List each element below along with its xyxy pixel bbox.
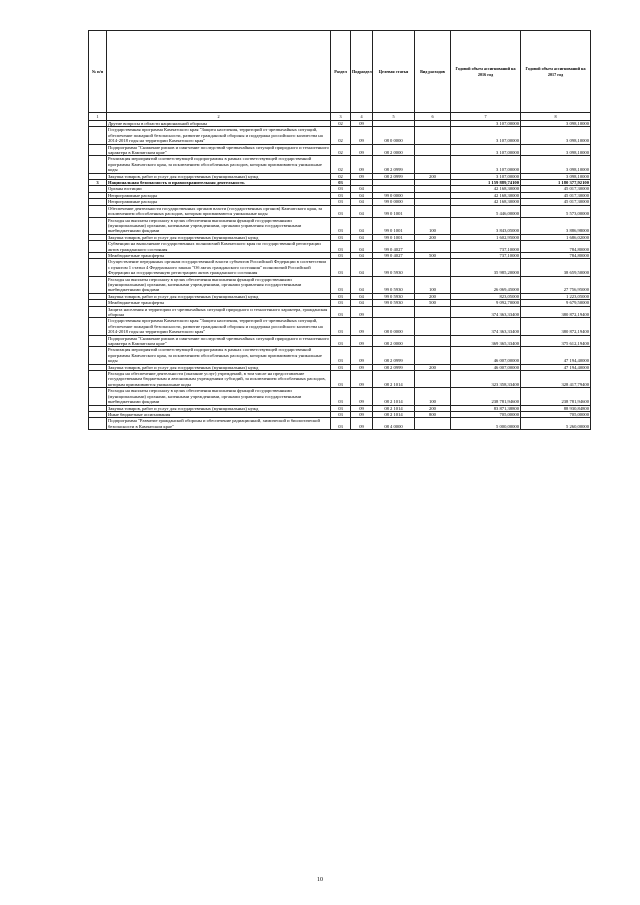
table-row <box>89 127 591 144</box>
row-section: 03 <box>331 259 351 276</box>
row-name: Межбюджетные трансферты <box>107 300 331 306</box>
col-number: 4 <box>351 113 373 121</box>
row-section: 03 <box>331 199 351 205</box>
row-amount-2017: 784,80000 <box>521 252 591 258</box>
row-subsection: 09 <box>351 347 373 364</box>
table-row <box>89 411 591 417</box>
table-row <box>89 306 591 318</box>
col-number: 1 <box>89 113 107 121</box>
row-subsection: 09 <box>351 121 373 127</box>
row-amount-2016: 823,05000 <box>451 293 521 299</box>
row-article: 08 2 1014 <box>373 405 415 411</box>
row-expense-type: 800 <box>415 411 451 417</box>
row-amount-2017: 3 886,98000 <box>521 217 591 234</box>
row-section: 03 <box>331 347 351 364</box>
row-article: 99 0 5930 <box>373 300 415 306</box>
row-name: Иные бюджетные ассигнования <box>107 411 331 417</box>
header-name <box>107 31 331 113</box>
row-article: 08 2 1014 <box>373 411 415 417</box>
row-article: 99 0 5930 <box>373 293 415 299</box>
row-expense-type: 500 <box>415 252 451 258</box>
table-row <box>89 173 591 179</box>
col-number: 6 <box>415 113 451 121</box>
row-amount-2016: 1 602,95000 <box>451 234 521 240</box>
row-name: Непрограммные расходы <box>107 199 331 205</box>
col-number: 7 <box>451 113 521 121</box>
row-article: 99 0 1001 <box>373 217 415 234</box>
row-section: 03 <box>331 241 351 253</box>
row-amount-2016: 5 446,00000 <box>451 205 521 217</box>
header-article: Целевая статья <box>373 31 415 113</box>
row-article: 08 2 0000 <box>373 335 415 347</box>
table-row <box>89 418 591 430</box>
row-article: 08 2 0999 <box>373 347 415 364</box>
row-amount-2016: 323 358,33400 <box>451 371 521 388</box>
table-row <box>89 252 591 258</box>
row-name: Реализация мероприятий соответствующей подпрограммы в рамках соответствующей государственной программы Камчатского края, за исключением обособленных расходов, которым присваиваются уникальные коды <box>107 156 331 173</box>
row-name: Непрограммные расходы <box>107 192 331 198</box>
table-row <box>89 241 591 253</box>
table-row <box>89 371 591 388</box>
row-amount-2016: 737,10000 <box>451 241 521 253</box>
col-number: 5 <box>373 113 415 121</box>
row-section: 02 <box>331 144 351 156</box>
row-section: 03 <box>331 306 351 318</box>
row-amount-2016: 35 985,20000 <box>451 259 521 276</box>
row-amount-2016: 42 168,30000 <box>451 199 521 205</box>
row-section: 03 <box>331 192 351 198</box>
row-name: Другие вопросы в области национальной обороны <box>107 121 331 127</box>
row-name: Межбюджетные трансферты <box>107 252 331 258</box>
row-expense-type <box>415 156 451 173</box>
row-article: 08 2 0999 <box>373 173 415 179</box>
row-article <box>373 306 415 318</box>
row-amount-2017: 1 223,05000 <box>521 293 591 299</box>
table-row <box>89 121 591 127</box>
row-amount-2016: 42 168,30000 <box>451 192 521 198</box>
row-amount-2016: 5 000,00000 <box>451 418 521 430</box>
budget-table <box>88 30 591 430</box>
row-subsection: 09 <box>351 364 373 370</box>
table-row <box>89 364 591 370</box>
page-number: 10 <box>317 877 323 883</box>
row-expense-type <box>415 259 451 276</box>
row-name: Органы юстиции <box>107 186 331 192</box>
row-amount-2017: 375 612,19400 <box>521 335 591 347</box>
row-name: Осуществление переданных органам государственной власти субъектов Российской Федерации в соответствии с пунктом 1 статьи 4 Федерального закона "Об актах гражданского состояния" полномочий Российской Федерации на государственную регистрацию актов гражданского состояния <box>107 259 331 276</box>
row-article: 08 2 0999 <box>373 364 415 370</box>
row-amount-2016: 705,00000 <box>451 411 521 417</box>
row-amount-2016: 3 107,00000 <box>451 173 521 179</box>
row-number <box>89 276 107 293</box>
header-2016: Годовой объем ассигнований на 2016 год <box>451 31 521 113</box>
table-row <box>89 318 591 335</box>
table-row <box>89 347 591 364</box>
row-number <box>89 318 107 335</box>
row-name: Обеспечение деятельности государственных органов власти (государственных органов) Камчатского края, за исключением обособленных расходов, которым присваиваются уникальные коды <box>107 205 331 217</box>
row-subsection: 04 <box>351 300 373 306</box>
row-section: 02 <box>331 127 351 144</box>
row-name: Закупка товаров, работ и услуг для государственных (муниципальных) нужд <box>107 405 331 411</box>
row-section: 03 <box>331 217 351 234</box>
row-section: 02 <box>331 156 351 173</box>
row-expense-type <box>415 347 451 364</box>
row-name: Подпрограмма "Снижение рисков и смягчение последствий чрезвычайных ситуаций природного и техногенного характера в Камчатском крае" <box>108 144 329 156</box>
row-subsection: 04 <box>351 199 373 205</box>
table-row <box>89 300 591 306</box>
row-amount-2017: 380 872,19400 <box>521 318 591 335</box>
row-subsection: 09 <box>351 388 373 405</box>
row-amount-2017: 380 872,19400 <box>521 306 591 318</box>
row-expense-type: 100 <box>415 217 451 234</box>
row-subsection: 04 <box>351 234 373 240</box>
header-section: Раздел <box>331 31 351 113</box>
row-article: 08 0 0000 <box>373 318 415 335</box>
row-subsection: 09 <box>351 127 373 144</box>
row-subsection: 04 <box>351 241 373 253</box>
row-name: Закупка товаров, работ и услуг для государственных (муниципальных) нужд <box>107 364 331 370</box>
row-subsection: 09 <box>351 156 373 173</box>
row-amount-2016: 46 007,00000 <box>451 347 521 364</box>
row-amount-2017: 27 756,95000 <box>521 276 591 293</box>
table-row <box>89 388 591 405</box>
row-number <box>89 371 107 388</box>
row-section: 03 <box>331 388 351 405</box>
row-section: 03 <box>331 205 351 217</box>
row-number <box>89 347 107 364</box>
row-subsection: 09 <box>351 405 373 411</box>
table-row <box>89 144 591 156</box>
table-row <box>89 180 591 186</box>
row-amount-2017: 9 679,50000 <box>521 300 591 306</box>
row-article: 99 0 5930 <box>373 276 415 293</box>
row-name: Закупка товаров, работ и услуг для государственных (муниципальных) нужд <box>107 234 331 240</box>
row-expense-type <box>415 335 451 347</box>
row-article: 99 0 1001 <box>373 205 415 217</box>
row-name: Расходы на выплаты персоналу в целях обеспечения выполнения функций государственными (муниципальными) органами, казенными учреждениями, органами управления государственными внебюджетными фондами <box>107 388 331 405</box>
row-amount-2017: 5 260,00000 <box>521 418 591 430</box>
row-subsection: 09 <box>351 411 373 417</box>
row-article: 99 0 0000 <box>373 199 415 205</box>
row-subsection: 09 <box>351 371 373 388</box>
row-number <box>89 241 107 253</box>
row-article: 08 2 1014 <box>373 371 415 388</box>
row-number <box>89 259 107 276</box>
row-number <box>89 335 107 347</box>
row-amount-2017: 1 180 377,92100 <box>521 180 591 186</box>
row-amount-2017: 47 194,40000 <box>521 347 591 364</box>
row-subsection: 04 <box>351 192 373 198</box>
row-number <box>89 217 107 234</box>
row-subsection: 04 <box>351 293 373 299</box>
row-subsection: 04 <box>351 252 373 258</box>
row-name: Подпрограмма "Развитие гражданской обороны и обеспечение радиационной, химической и биологической безопасности в Камчатском крае" <box>107 418 331 430</box>
row-section: 03 <box>331 411 351 417</box>
row-amount-2017: 3 098,10000 <box>521 121 591 127</box>
table-row <box>89 335 591 347</box>
row-subsection: 04 <box>351 186 373 192</box>
row-name: Государственная программа Камчатского края "Защита населения, территорий от чрезвычайных ситуаций, обеспечение пожарной безопасности, развитие гражданской обороны и поддержка российского казачества на 2014-2018 годы на территории Камчатского края" <box>107 127 331 144</box>
row-section: 03 <box>331 371 351 388</box>
row-section: 03 <box>331 186 351 192</box>
row-amount-2016: 369 365,33400 <box>451 335 521 347</box>
row-section: 03 <box>331 293 351 299</box>
row-name: Закупка товаров, работ и услуг для государственных (муниципальных) нужд <box>107 173 331 179</box>
row-amount-2017: 784,80000 <box>521 241 591 253</box>
row-number <box>89 418 107 430</box>
row-number <box>89 127 107 144</box>
row-article: 08 0 0000 <box>373 127 415 144</box>
table-header-row <box>89 31 591 113</box>
header-2017: Годовой объем ассигнований на 2017 год <box>521 31 591 113</box>
row-amount-2016: 46 007,00000 <box>451 364 521 370</box>
row-expense-type <box>415 371 451 388</box>
row-section: 03 <box>331 180 351 186</box>
row-amount-2016: 3 843,05000 <box>451 217 521 234</box>
row-amount-2016: 3 107,00000 <box>451 156 521 173</box>
row-subsection: 09 <box>351 306 373 318</box>
row-section: 03 <box>331 300 351 306</box>
table-row <box>89 259 591 276</box>
row-amount-2016: 3 107,00000 <box>451 121 521 127</box>
row-name: Субвенции на выполнение государственных полномочий Камчатского края по государственной регистрации актов гражданского состояния <box>107 241 331 253</box>
row-section: 03 <box>331 335 351 347</box>
row-number <box>89 306 107 318</box>
row-subsection: 04 <box>351 205 373 217</box>
row-subsection: 09 <box>351 173 373 179</box>
row-amount-2017: 45 017,30000 <box>521 186 591 192</box>
row-amount-2016: 3 107,00000 <box>451 144 521 156</box>
row-section: 03 <box>331 276 351 293</box>
row-expense-type: 200 <box>415 293 451 299</box>
row-article: 99 0 1001 <box>373 234 415 240</box>
row-number: 3 <box>89 180 107 186</box>
table-row <box>89 217 591 234</box>
row-amount-2016: 9 092,70000 <box>451 300 521 306</box>
table-row <box>89 205 591 217</box>
row-expense-type: 100 <box>415 388 451 405</box>
row-name: Защита населения и территории от чрезвычайных ситуаций природного и техногенного характера, гражданская оборона <box>107 306 331 318</box>
column-number-row <box>89 113 591 121</box>
table-row <box>89 234 591 240</box>
row-amount-2017: 1 686,02000 <box>521 234 591 240</box>
row-subsection: 04 <box>351 217 373 234</box>
row-name: Закупка товаров, работ и услуг для государственных (муниципальных) нужд <box>107 293 331 299</box>
row-amount-2017: 3 098,10000 <box>521 173 591 179</box>
row-expense-type <box>415 418 451 430</box>
row-name: Расходы на выплаты персоналу в целях обеспечения выполнения функций государственными (муниципальными) органами, казенными учреждениями, органами управления государственными внебюджетными фондами <box>107 217 331 234</box>
row-name: Расходы на обеспечение деятельности (оказание услуг) учреждений, в том числе на предоставление государственным бюджетным и автономным учреждениям субсидий, за исключением обособленных расходов, которым присваиваются уникальные коды <box>107 371 331 388</box>
row-name: Реализация мероприятий соответствующей подпрограммы в рамках соответствующей государственной программы Камчатского края, за исключением обособленных расходов, которым присваиваются уникальные коды <box>107 347 331 364</box>
row-subsection: 09 <box>351 418 373 430</box>
row-section: 03 <box>331 418 351 430</box>
row-section: 03 <box>331 318 351 335</box>
row-number <box>89 156 107 173</box>
row-article: 99 0 4027 <box>373 241 415 253</box>
row-amount-2016: 26 069,45000 <box>451 276 521 293</box>
row-subsection: 09 <box>351 144 373 156</box>
row-amount-2017: 38 659,50000 <box>521 259 591 276</box>
col-number: 8 <box>521 113 591 121</box>
row-expense-type: 200 <box>415 364 451 370</box>
row-number <box>89 388 107 405</box>
row-section: 03 <box>331 234 351 240</box>
row-number <box>89 205 107 217</box>
row-expense-type: 500 <box>415 300 451 306</box>
row-expense-type <box>415 241 451 253</box>
row-amount-2016: 3 107,00000 <box>451 127 521 144</box>
row-article: 08 2 0000 <box>373 144 415 156</box>
row-section: 02 <box>331 173 351 179</box>
row-amount-2017: 3 098,10000 <box>521 144 591 156</box>
row-number <box>89 144 107 156</box>
row-expense-type: 100 <box>415 276 451 293</box>
row-expense-type <box>415 127 451 144</box>
table-row <box>89 276 591 293</box>
row-article: 08 4 0000 <box>373 418 415 430</box>
table-body <box>89 121 591 430</box>
row-amount-2017: 5 573,00000 <box>521 205 591 217</box>
row-amount-2017: 328 417,79400 <box>521 371 591 388</box>
row-amount-2017: 47 194,40000 <box>521 364 591 370</box>
row-name: Расходы на выплаты персоналу в целях обеспечения выполнения функций государственными (муниципальными) органами, казенными учреждениями, органами управления государственными внебюджетными фондами <box>107 276 331 293</box>
row-section: 03 <box>331 252 351 258</box>
row-amount-2017: 705,00000 <box>521 411 591 417</box>
row-amount-2016: 1 159 889,74100 <box>451 180 521 186</box>
row-expense-type <box>415 144 451 156</box>
row-expense-type: 200 <box>415 405 451 411</box>
row-name: Подпрограмма "Снижение рисков и смягчение последствий чрезвычайных ситуаций природного и техногенного характера в Камчатском крае" <box>108 335 329 347</box>
row-name: Государственная программа Камчатского края "Защита населения, территорий от чрезвычайных ситуаций, обеспечение пожарной безопасности, развитие гражданской обороны и поддержка российского казачества на 2014-2018 годы на территории Камчатского края" <box>107 318 331 335</box>
row-expense-type: 200 <box>415 234 451 240</box>
row-subsection: 09 <box>351 318 373 335</box>
col-number: 3 <box>331 113 351 121</box>
row-article: 08 2 0999 <box>373 156 415 173</box>
row-name: Национальная безопасность и правоохранительная деятельность <box>107 180 331 186</box>
row-amount-2016: 374 363,33400 <box>451 318 521 335</box>
row-subsection: 09 <box>351 335 373 347</box>
col-number: 2 <box>107 113 331 121</box>
row-amount-2016: 238 781,94600 <box>451 388 521 405</box>
row-section: 03 <box>331 405 351 411</box>
table-row <box>89 156 591 173</box>
row-amount-2017: 45 017,30000 <box>521 199 591 205</box>
row-expense-type <box>415 318 451 335</box>
row-amount-2016: 42 168,30000 <box>451 186 521 192</box>
header-expense-type: Вид расходов <box>415 31 451 113</box>
row-subsection: 04 <box>351 276 373 293</box>
row-amount-2016: 83 871,38800 <box>451 405 521 411</box>
header-no: № п/п <box>89 31 107 113</box>
row-amount-2017: 238 781,94600 <box>521 388 591 405</box>
row-amount-2016: 374 363,33400 <box>451 306 521 318</box>
row-subsection: 04 <box>351 259 373 276</box>
row-amount-2017: 45 017,30000 <box>521 192 591 198</box>
row-article: 08 2 1014 <box>373 388 415 405</box>
row-amount-2016: 737,10000 <box>451 252 521 258</box>
row-section: 02 <box>331 121 351 127</box>
row-article: 99 0 4027 <box>373 252 415 258</box>
row-section: 03 <box>331 364 351 370</box>
row-expense-type <box>415 306 451 318</box>
row-article: 99 0 5930 <box>373 259 415 276</box>
table-row <box>89 405 591 411</box>
row-expense-type: 200 <box>415 173 451 179</box>
row-amount-2017: 3 098,10000 <box>521 156 591 173</box>
table-row <box>89 293 591 299</box>
header-subsection: Подраздел <box>351 31 373 113</box>
row-amount-2017: 3 098,10000 <box>521 127 591 144</box>
row-expense-type <box>415 205 451 217</box>
row-article: 99 0 0000 <box>373 192 415 198</box>
row-amount-2017: 88 930,84800 <box>521 405 591 411</box>
